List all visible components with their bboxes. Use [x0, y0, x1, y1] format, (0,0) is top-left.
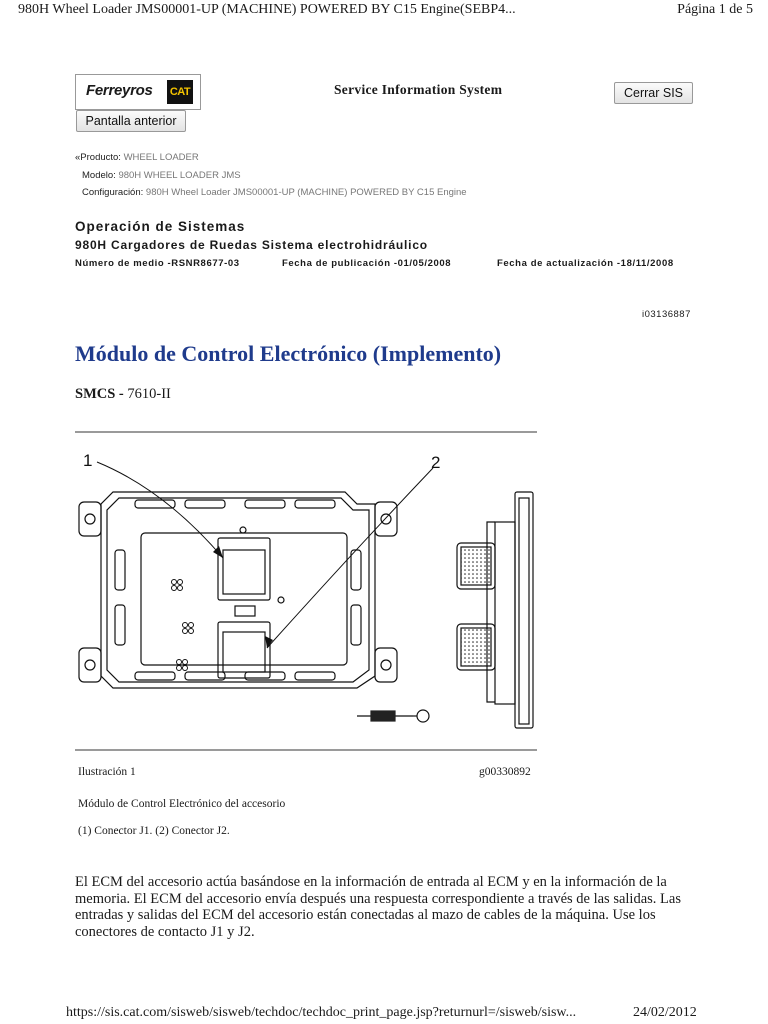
footer-url: https://sis.cat.com/sisweb/sisweb/techdoc/techdoc_print_page.jsp?returnurl=/sisweb/sisw...	[66, 1005, 577, 1020]
print-header-title: 980H Wheel Loader JMS00001-UP (MACHINE) POWERED BY C15 Engine(SEBP4...	[18, 2, 516, 17]
figure-label: Ilustración 1	[78, 766, 136, 778]
callout-2: 2	[431, 453, 441, 472]
config-value: 980H Wheel Loader JMS00001-UP (MACHINE) POWERED BY C15 Engine	[145, 187, 467, 198]
config-label: Configuración:	[82, 187, 144, 198]
publication-date: Fecha de publicación -01/05/2008	[282, 258, 452, 269]
meta-model	[82, 170, 241, 181]
product-value: WHEEL LOADER	[123, 152, 199, 163]
callout-1: 1	[83, 451, 93, 470]
smcs-code	[75, 386, 171, 403]
close-sis-button[interactable]: Cerrar SIS	[614, 82, 693, 104]
ferreyros-cat-logo	[75, 74, 201, 110]
model-value: 980H WHEEL LOADER JMS	[118, 170, 241, 181]
body-paragraph: El ECM del accesorio actúa basándose en la información de entrada al ECM y en la información de la memoria. El ECM del accesorio envía después una respuesta correspondiente a través de las salidas. Las entradas y salidas del ECM del accesorio están conectadas al mazo de cables de la máquina. Use los conectores de contacto J1 y J2.	[75, 874, 681, 940]
smcs-value: 7610-II	[127, 386, 171, 402]
previous-screen-button[interactable]: Pantalla anterior	[76, 110, 186, 132]
system-title: Service Information System	[334, 82, 503, 97]
section-subheading: 980H Cargadores de Ruedas Sistema electrohidráulico	[75, 238, 428, 252]
figure-connector-legend: (1) Conector J1. (2) Conector J2.	[78, 825, 230, 837]
product-label: «Producto:	[75, 152, 121, 163]
meta-config	[82, 187, 467, 198]
section-heading: Operación de Sistemas	[75, 219, 246, 234]
update-date: Fecha de actualización -18/11/2008	[497, 258, 674, 269]
model-label: Modelo:	[82, 170, 116, 181]
logo-text: Ferreyros	[86, 82, 153, 99]
print-header-page: Página 1 de 5	[677, 2, 753, 17]
cat-logo-text: CAT	[169, 86, 191, 98]
ecm-drawing	[75, 440, 545, 745]
smcs-label: SMCS -	[75, 386, 124, 402]
print-header	[18, 2, 753, 18]
page-title: Módulo de Control Electrónico (Implemento)	[75, 341, 502, 366]
document-id: i03136887	[642, 309, 691, 320]
figure-bottom-rule	[75, 749, 537, 751]
footer-date: 24/02/2012	[633, 1005, 697, 1020]
cat-logo-icon	[167, 80, 193, 104]
figure-caption: Módulo de Control Electrónico del accesorio	[78, 798, 286, 810]
figure-top-rule	[75, 431, 537, 433]
figure-id: g00330892	[479, 766, 531, 778]
media-number: Número de medio -RSNR8677-03	[75, 258, 240, 269]
ecm-illustration	[75, 440, 545, 750]
meta-product	[75, 152, 199, 163]
